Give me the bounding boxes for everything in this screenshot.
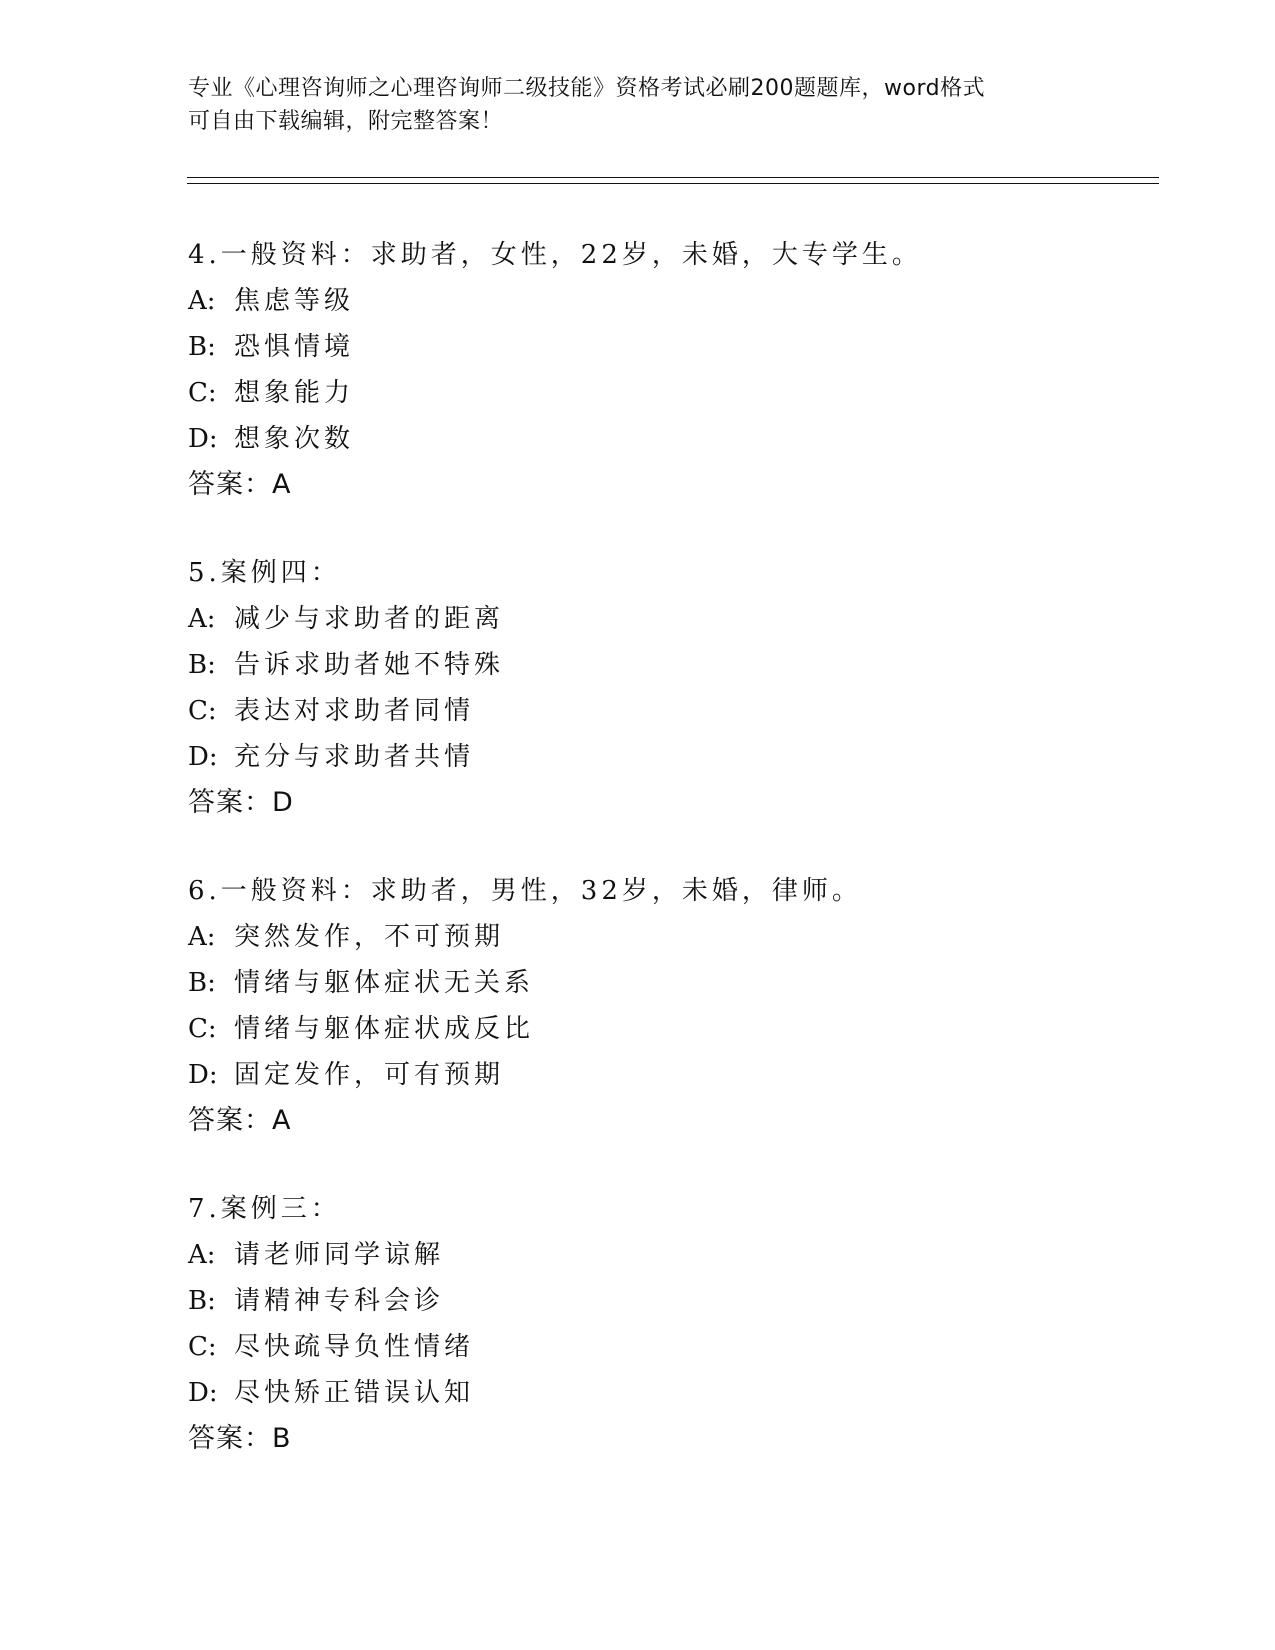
option-letter: A:: [188, 604, 216, 634]
option-b: [188, 960, 1128, 1006]
question-stem: 7.案例三：: [188, 1194, 341, 1224]
option-text: 尽快矫正错误认知: [234, 1378, 475, 1408]
option-letter: B:: [188, 1286, 216, 1316]
option-text: 减少与求助者的距离: [234, 604, 505, 634]
option-b: [188, 642, 1128, 688]
option-text: 表达对求助者同情: [234, 696, 475, 726]
option-d: [188, 416, 1128, 462]
option-a: [188, 914, 1128, 960]
option-c: [188, 1324, 1128, 1370]
header-line-1: 专业《心理咨询师之心理咨询师二级技能》资格考试必刷200题题库，word格式: [188, 76, 986, 101]
option-text: 固定发作，可有预期: [234, 1060, 505, 1090]
answer-line: 答案：B: [188, 1423, 292, 1454]
option-letter: D:: [188, 1060, 218, 1090]
option-letter: A:: [188, 922, 216, 952]
option-letter: C:: [188, 1332, 217, 1362]
option-letter: B:: [188, 332, 216, 362]
option-a: [188, 596, 1128, 642]
option-c: [188, 688, 1128, 734]
option-text: 请精神专科会诊: [234, 1286, 445, 1316]
question-stem: 6.一般资料：求助者，男性，32岁，未婚，律师。: [188, 876, 862, 906]
option-letter: D:: [188, 742, 218, 772]
question-stem: 5.案例四：: [188, 558, 341, 588]
option-letter: B:: [188, 650, 216, 680]
option-a: [188, 278, 1128, 324]
option-b: [188, 324, 1128, 370]
question-stem: 4.一般资料：求助者，女性，22岁，未婚，大专学生。: [188, 240, 922, 270]
option-text: 请老师同学谅解: [234, 1240, 445, 1270]
answer-line: 答案：D: [188, 787, 294, 818]
option-c: [188, 370, 1128, 416]
option-text: 想象次数: [234, 424, 355, 454]
question-4: [188, 232, 1128, 508]
option-text: 告诉求助者她不特殊: [234, 650, 505, 680]
option-d: [188, 734, 1128, 780]
header-divider-bottom: [187, 183, 1159, 184]
option-text: 情绪与躯体症状成反比: [234, 1014, 535, 1044]
question-7: [188, 1186, 1128, 1462]
option-letter: A:: [188, 1240, 216, 1270]
option-text: 想象能力: [234, 378, 355, 408]
option-a: [188, 1232, 1128, 1278]
question-5: [188, 550, 1128, 826]
option-text: 恐惧情境: [234, 332, 355, 362]
document-header: [188, 72, 1068, 138]
option-letter: C:: [188, 1014, 217, 1044]
option-letter: A:: [188, 286, 216, 316]
option-text: 情绪与躯体症状无关系: [234, 968, 535, 998]
option-b: [188, 1278, 1128, 1324]
option-text: 焦虑等级: [234, 286, 355, 316]
option-letter: C:: [188, 378, 217, 408]
option-letter: B:: [188, 968, 216, 998]
option-letter: D:: [188, 424, 218, 454]
header-line-2: 可自由下载编辑，附完整答案！: [188, 109, 504, 134]
option-letter: D:: [188, 1378, 218, 1408]
option-text: 突然发作，不可预期: [234, 922, 505, 952]
question-6: [188, 868, 1128, 1144]
option-text: 尽快疏导负性情绪: [234, 1332, 475, 1362]
answer-line: 答案：A: [188, 1105, 292, 1136]
answer-line: 答案：A: [188, 469, 292, 500]
option-text: 充分与求助者共情: [234, 742, 475, 772]
header-divider-top: [187, 177, 1159, 178]
option-d: [188, 1370, 1128, 1416]
option-d: [188, 1052, 1128, 1098]
option-letter: C:: [188, 696, 217, 726]
option-c: [188, 1006, 1128, 1052]
